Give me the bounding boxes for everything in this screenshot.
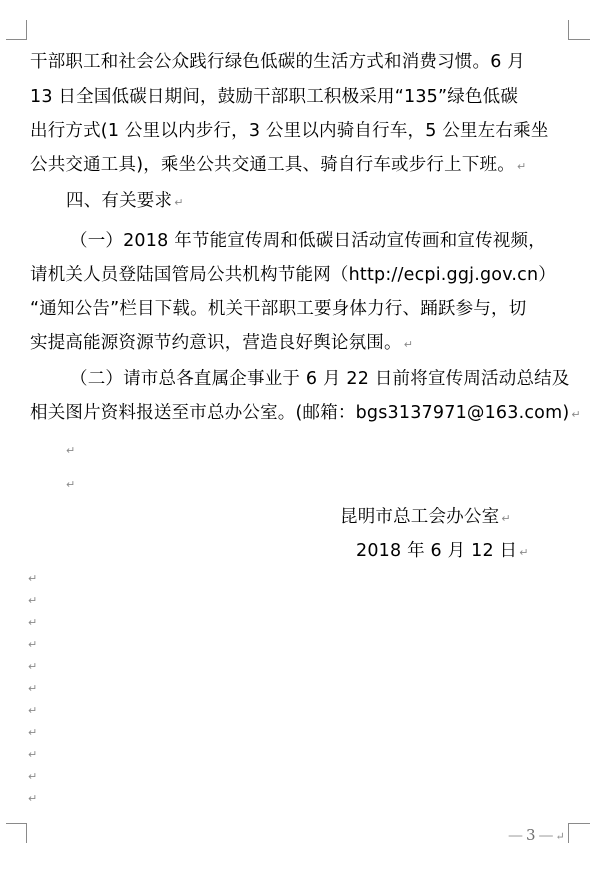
paragraph-mark: ↵ (28, 638, 38, 651)
paragraph-mark: ↵ (28, 748, 38, 761)
signature-organization: 昆明市总工会办公室 ↵ (340, 507, 511, 527)
paragraph-mark: ↵ (555, 830, 565, 843)
paragraph-mark: ↵ (516, 160, 527, 173)
paragraph-mark: ↵ (501, 512, 511, 525)
signature-date: 2018 年 6 月 12 日 ↵ (356, 541, 529, 561)
text-line: 实提高能源资源节约意识，营造良好舆论氛围。 ↵ (30, 333, 414, 353)
crop-mark-top-right-v (568, 20, 569, 40)
crop-mark-bottom-right-h (568, 823, 590, 824)
paragraph-mark: ↵ (66, 444, 76, 457)
page-number-footer (508, 826, 565, 844)
text-line: 公共交通工具)，乘坐公共交通工具、骑自行车或步行上下班。 ↵ (30, 155, 527, 175)
paragraph-mark: ↵ (28, 616, 38, 629)
paragraph-mark: ↵ (28, 572, 38, 585)
text-line: 相关图片资料报送至市总办公室。(邮箱：bgs3137971@163.com) ↵ (30, 403, 581, 423)
paragraph-mark: ↵ (28, 682, 38, 695)
paragraph-mark: ↵ (571, 408, 581, 421)
paragraph-mark: ↵ (28, 792, 38, 805)
crop-mark-top-left-h (6, 39, 27, 40)
crop-mark-bottom-left-h (6, 823, 27, 824)
paragraph-mark: ↵ (519, 546, 529, 559)
paragraph-mark: ↵ (66, 478, 76, 491)
text-line: 13 日全国低碳日期间，鼓励干部职工积极采用“135”绿色低碳 (30, 87, 519, 107)
paragraph-mark: ↵ (28, 704, 38, 717)
footer-dash-right: — (538, 826, 554, 844)
text-line: 干部职工和社会公众践行绿色低碳的生活方式和消费习惯。6 月 (30, 52, 525, 72)
text-line: （一）2018 年节能宣传周和低碳日活动宣传画和宣传视频， (70, 231, 546, 251)
section-heading: 四、有关要求 ↵ (66, 191, 184, 211)
text-line: （二）请市总各直属企事业于 6 月 22 日前将宣传周活动总结及 (70, 369, 570, 389)
paragraph-mark: ↵ (403, 338, 414, 351)
footer-dash-left: — (508, 826, 523, 844)
page-number: 3 (526, 826, 536, 844)
paragraph-mark: ↵ (28, 660, 38, 673)
text-line: 请机关人员登陆国管局公共机构节能网（http://ecpi.ggj.gov.cn） (30, 265, 556, 285)
text-line: 出行方式(1 公里以内步行，3 公里以内骑自行车，5 公里左右乘坐 (30, 121, 549, 141)
crop-mark-top-right-h (568, 39, 590, 40)
paragraph-mark: ↵ (174, 196, 184, 209)
paragraph-mark: ↵ (28, 594, 38, 607)
paragraph-mark: ↵ (28, 770, 38, 783)
text-line: “通知公告”栏目下载。机关干部职工要身体力行、踊跃参与，切 (30, 299, 527, 319)
crop-mark-top-left-v (26, 20, 27, 40)
crop-mark-bottom-left-v (26, 823, 27, 843)
paragraph-mark: ↵ (28, 726, 38, 739)
crop-mark-bottom-right-v (568, 823, 569, 843)
